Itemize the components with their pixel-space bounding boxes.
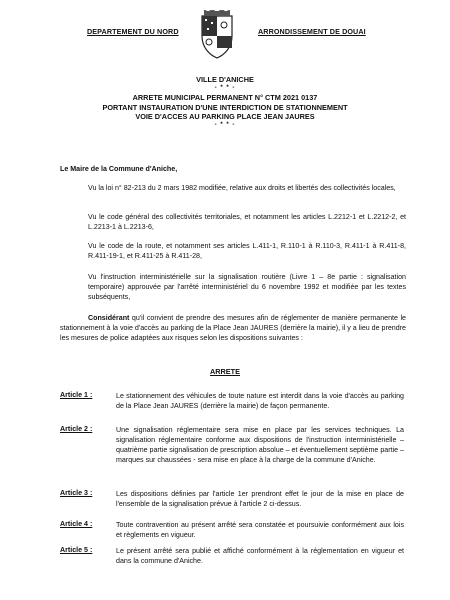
consideration-4: Vu l'instruction interministérielle sur la signalisation routière (Livre 1 – 8e partie : signalisation temporaire) approuvée par l'arrêté interministériel du 6 novembre 1992 et modifiée par les textes subséquents, [88,273,406,301]
article-2-label: Article 2 : [60,425,93,433]
considerant-paragraph [60,313,406,343]
decree-number: ARRETE MUNICIPAL PERMANENT N° CTM 2021 0137 [132,93,318,103]
article-4-text: Toute contravention au présent arrêté sera constatée et poursuivie conformément aux lois et règlements en vigueur. [116,521,404,539]
mayor-line: Le Maire de la Commune d'Aniche, [60,165,178,173]
article-1-label: Article 1 : [60,391,93,399]
article-3-text: Les dispositions définies par l'article 1er prendront effet le jour de la mise en place de l'ensemble de la signalisation prévue à l'article 2 ci-dessus. [116,490,404,508]
arrete-heading: ARRETE [210,367,240,376]
consideration-3: Vu le code de la route, et notamment ses articles L.411-1, R.110-1 à R.110-3, R.411-1 à R.411-8, R.411-19-1, et R.411-25 à R.411-28, [88,242,406,260]
article-5-text: Le présent arrêté sera publié et affiché conformément à la réglementation en vigueur et dans la commune d'Aniche. [116,547,404,565]
article-1-text: Le stationnement des véhicules de toute nature est interdit dans la voie d'accès au parking de la Place Jean JAURES (derrière la mairie) de façon permanente. [116,392,404,410]
header-left: DEPARTEMENT DU NORD [87,27,179,36]
considerant-lead: Considérant [88,314,130,322]
article-4-label: Article 4 : [60,520,93,528]
article-5-label: Article 5 : [60,546,93,554]
decree-subject-line2: VOIE D'ACCES AU PARKING PLACE JEAN JAURES [135,111,315,121]
consideration-2: Vu le code général des collectivités territoriales, et notamment les articles L.2212-1 et L.2212-2, et L.2213-1 à L.2213-6, [88,213,406,231]
ornament-bottom: - * * - [214,122,236,129]
title-block [0,75,450,130]
considerant-text: qu'il convient de prendre des mesures afin de réglementer de manière permanente le stationnement à la voie d'accès au parking de la Place Jean JAURES (derrière la mairie), il y a lieu de prendre les mesures de police adaptées aux risques selon les dispositions suivantes : [60,314,406,342]
city-name: VILLE D'ANICHE [196,75,254,84]
decree-subject-line1: PORTANT INSTAURATION D'UNE INTERDICTION DE STATIONNEMENT [102,102,348,112]
coat-of-arms-icon [196,10,238,60]
article-2-text: Une signalisation réglementaire sera mise en place par les services techniques. La signalisation réglementaire conforme aux dispositions de l'instruction interministérielle – quatrième partie signalisation de prescription absolue – et éventuellement septième partie – marques sur chaussées - sera mise en place à la charge de la commune d'Aniche. [116,426,404,464]
article-3-label: Article 3 : [60,489,93,497]
ornament-top: - * * - [214,85,236,92]
consideration-1: Vu la loi n° 82-213 du 2 mars 1982 modifiée, relative aux droits et libertés des collectivités locales, [88,184,396,192]
header-right: ARRONDISSEMENT DE DOUAI [258,27,366,36]
